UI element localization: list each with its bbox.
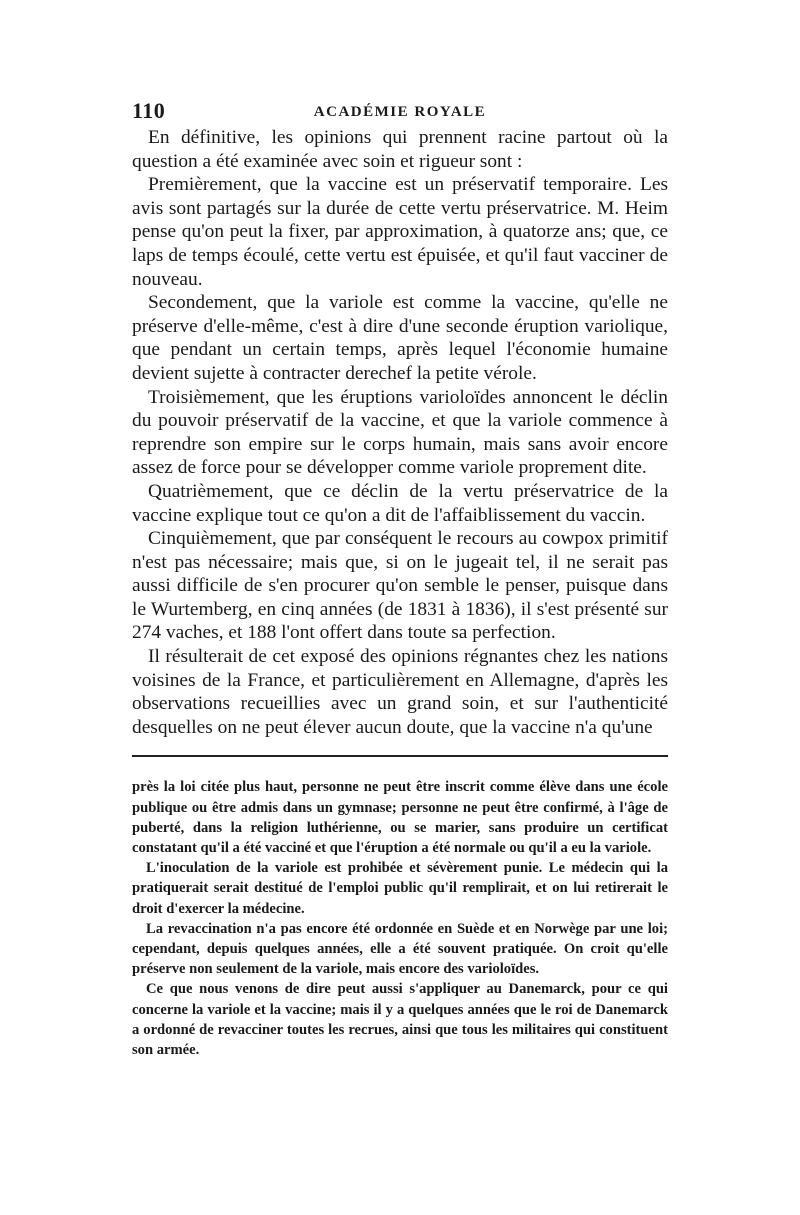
footnote-paragraph: La revaccination n'a pas encore été ordonnée en Suède et en Norwège par une loi; cependant, depuis quelques années, elle a été souvent pratiquée. On croit qu'elle préserve non seulement de la variole, mais encore des varioloïdes. <box>132 920 668 978</box>
main-text <box>132 126 668 739</box>
footnotes <box>132 777 668 1060</box>
body-paragraph: Secondement, que la variole est comme la vaccine, qu'elle ne préserve d'elle-même, c'est à dire d'une seconde éruption variolique, que pendant un certain temps, après lequel l'économie humaine devient sujette à contracter derechef la petite vérole. <box>132 292 668 384</box>
page-header <box>132 96 668 126</box>
body-paragraph: Premièrement, que la vaccine est un préservatif temporaire. Les avis sont partagés sur la durée de cette vertu préservatrice. M. Heim pense qu'on peut la fixer, par approximation, à quatorze ans; que, ce laps de temps écoulé, cette vertu est épuisée, et qu'il faut vacciner de nouveau. <box>132 174 668 290</box>
footnote-paragraph: L'inoculation de la variole est prohibée et sévèrement punie. Le médecin qui la pratiquerait serait destitué de l'emploi public qu'il remplirait, et on lui retirerait le droit d'exercer la médecine. <box>132 860 668 917</box>
running-title: ACADÉMIE ROYALE <box>313 104 487 120</box>
body-paragraph: Troisièmement, que les éruptions varioloïdes annoncent le déclin du pouvoir préservatif de la vaccine, et que la variole commence à reprendre son empire sur le corps humain, mais sans avoir encore assez de force pour se développer comme variole proprement dite. <box>132 386 668 479</box>
body-paragraph: Il résulterait de cet exposé des opinions régnantes chez les nations voisines de la France, et particulièrement en Allemagne, d'après les observations recueillies avec un grand soin, et sur l'authenticité desquelles on ne peut élever aucun doute, que la vaccine n'a qu'une <box>132 646 668 738</box>
footnote-separator <box>132 755 668 757</box>
page-number: 110 <box>132 98 166 123</box>
body-paragraph: Quatrièmement, que ce déclin de la vertu préservatrice de la vaccine explique tout ce qu'on a dit de l'affaiblissement du vaccin. <box>132 480 668 526</box>
body-paragraph: En définitive, les opinions qui prennent racine partout où la question a été examinée avec soin et rigueur sont : <box>132 127 668 172</box>
body-paragraph: Cinquièmement, que par conséquent le recours au cowpox primitif n'est pas nécessaire; mais que, si on le jugeait tel, il ne serait pas aussi difficile de s'en procurer qu'on semble le penser, puisque dans le Wurtemberg, en cinq années (de 1831 à 1836), il s'est présenté sur 274 vaches, et 188 l'ont offert dans toute sa perfection. <box>132 528 668 644</box>
footnote-paragraph: près la loi citée plus haut, personne ne peut être inscrit comme élève dans une école publique ou être admis dans un gymnase; personne ne peut être confirmé, à l'âge de puberté, dans la religion luthérienne, ou se marier, sans produire un certificat constatant qu'il a été vacciné et que l'éruption a été normale ou qu'il a eu la variole. <box>132 779 668 857</box>
footnote-paragraph: Ce que nous venons de dire peut aussi s'appliquer au Danemarck, pour ce qui concerne la variole et la vaccine; mais il y a quelques années que le roi de Danemarck a ordonné de revacciner toutes les recrues, ainsi que tous les militaires qui constituent son armée. <box>132 981 668 1059</box>
book-page <box>132 96 668 1060</box>
